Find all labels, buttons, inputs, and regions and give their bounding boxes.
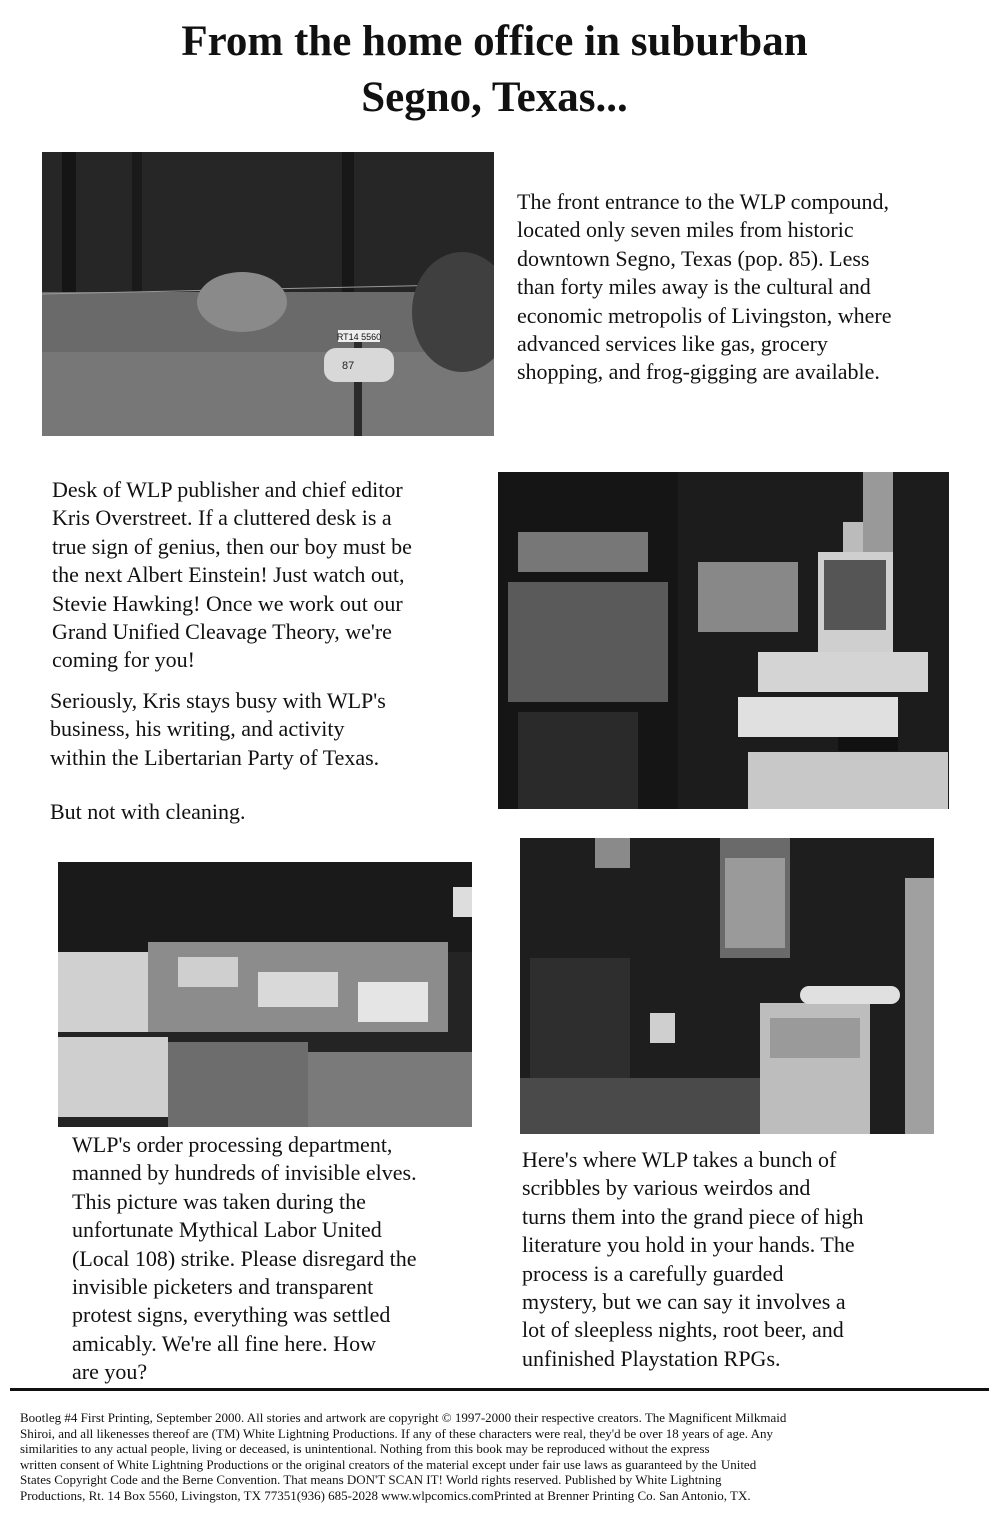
caption-line: invisible picketers and transparent [72, 1274, 374, 1300]
caption-line: unfortunate Mythical Labor United [72, 1217, 382, 1243]
caption-line: the next Albert Einstein! Just watch out, [52, 562, 405, 588]
legal-line: Bootleg #4 First Printing, September 2000. All stories and artwork are copyright © 1997-2000 their respective creators. The Magnificent Milkmaid [20, 1410, 787, 1425]
desk-caption-closing [50, 798, 246, 826]
caption-line: scribbles by various weirdos and [522, 1175, 811, 1201]
caption-line: Stevie Hawking! Once we work out our [52, 590, 403, 616]
legal-line: written consent of White Lightning Productions or the original creators of the material except under fair use laws as guaranteed by the United [20, 1456, 757, 1472]
caption-line: amicably. We're all fine here. How [72, 1330, 376, 1356]
caption-line: are you? [72, 1359, 148, 1385]
legal-line: Productions, Rt. 14 Box 5560, Livingston, TX 77351(936) 685-2028 www.wlpcomics.comPrinted at Brenner Printing Co. San Antonio, TX. [20, 1487, 751, 1503]
caption-line: literature you hold in your hands. The [522, 1232, 855, 1258]
desk-photo [498, 472, 949, 809]
caption-line: Here's where WLP takes a bunch of [522, 1147, 837, 1172]
caption-line: downtown Segno, Texas (pop. 85). Less [517, 245, 870, 271]
orders-caption [72, 1131, 417, 1387]
caption-line: located only seven miles from historic [517, 217, 854, 243]
caption-line: unfinished Playstation RPGs. [522, 1345, 781, 1371]
caption-line: coming for you! [52, 647, 195, 673]
caption-line: WLP's order processing department, [72, 1132, 393, 1157]
caption-line: advanced services like gas, grocery [517, 331, 828, 357]
mailbox-label: 87 [342, 360, 355, 372]
footer-divider [10, 1388, 989, 1391]
caption-line: Desk of WLP publisher and chief editor [52, 477, 403, 502]
caption-line: mystery, but we can say it involves a [522, 1289, 846, 1315]
entrance-photo [42, 152, 494, 436]
caption-line: The front entrance to the WLP compound, [517, 189, 890, 214]
legal-line: States Copyright Code and the Berne Convention. That means DON'T SCAN IT! World rights reserved. Published by White Lightning [20, 1472, 722, 1487]
caption-line: protest signs, everything was settled [72, 1302, 391, 1328]
caption-line: turns them into the grand piece of high [522, 1203, 864, 1229]
legal-line: similarities to any actual people, living or deceased, is unintentional. Nothing from this book may be reproduced without the express [20, 1441, 710, 1456]
caption-line: process is a carefully guarded [522, 1260, 784, 1286]
caption-line: manned by hundreds of invisible elves. [72, 1160, 417, 1186]
caption-line: Kris Overstreet. If a cluttered desk is a [52, 505, 392, 531]
legal-notice [20, 1410, 985, 1503]
caption-line: business, his writing, and activity [50, 716, 345, 742]
entrance-caption [517, 188, 892, 387]
desk-caption [52, 476, 412, 675]
page-title [0, 14, 989, 126]
caption-line: shopping, and frog-gigging are available. [517, 359, 880, 385]
orders-photo [58, 862, 472, 1127]
title-line: From the home office in suburban [181, 18, 808, 65]
legal-line: Shiroi, and all likenesses thereof are (TM) White Lightning Productions. If any of these characters were real, they'd be over 18 years of age. Any [20, 1425, 773, 1441]
caption-line: economic metropolis of Livingston, where [517, 302, 892, 328]
studio-caption [522, 1146, 864, 1373]
caption-line: But not with cleaning. [50, 799, 246, 824]
caption-line: than forty miles away is the cultural and [517, 274, 871, 300]
caption-line: Seriously, Kris stays busy with WLP's [50, 688, 386, 713]
caption-line: This picture was taken during the [72, 1188, 366, 1214]
caption-line: Grand Unified Cleavage Theory, we're [52, 619, 392, 645]
studio-photo [520, 838, 934, 1134]
caption-line: within the Libertarian Party of Texas. [50, 744, 380, 770]
mailbox-number: RT14 5560 [336, 332, 382, 342]
desk-caption-2 [50, 687, 386, 772]
title-line: Segno, Texas... [361, 74, 628, 121]
caption-line: lot of sleepless nights, root beer, and [522, 1317, 844, 1343]
caption-line: true sign of genius, then our boy must be [52, 533, 412, 559]
caption-line: (Local 108) strike. Please disregard the [72, 1245, 417, 1271]
